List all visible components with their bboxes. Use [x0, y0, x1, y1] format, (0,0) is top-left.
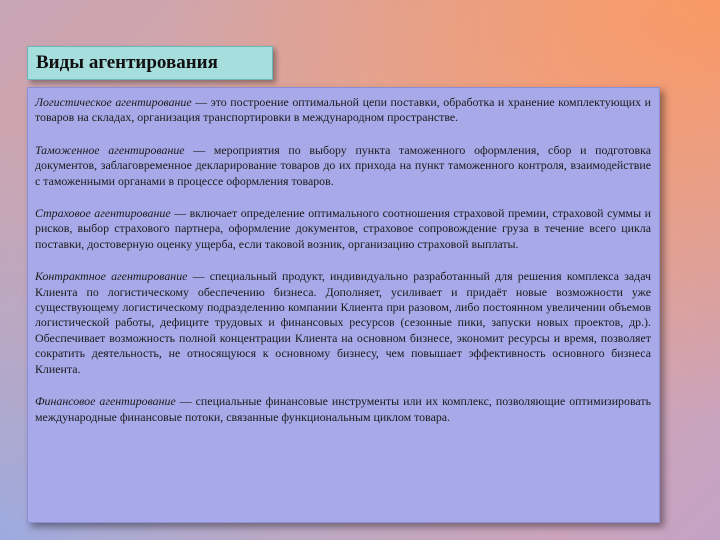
paragraph-insurance	[35, 206, 651, 252]
term-customs: Таможенное агентирование	[35, 142, 185, 157]
text-insurance: — включает определение оптимального соотношения страховой премии, страховой суммы и рисков, выбор страхового партнера, оформление документов, страховое сопровождение груза в течение всего цикла поставки, достоверную оценку ущерба, если таковой возник, организацию страховой выплаты.	[35, 206, 651, 251]
term-contract: Контрактное агентирование	[35, 269, 188, 284]
paragraph-contract	[35, 269, 651, 377]
content-box	[27, 87, 660, 523]
term-insurance: Страховое агентирование	[35, 206, 171, 221]
title-box	[27, 46, 273, 80]
paragraph-financial	[35, 394, 651, 425]
paragraph-logistics	[35, 95, 651, 126]
term-logistics: Логистическое агентирование	[35, 95, 192, 109]
term-financial: Финансовое агентирование	[35, 394, 176, 409]
text-customs: — мероприятия по выбору пункта таможенного оформления, сбор и подготовка документов, заблаговременное декларирование товаров до их прихода на пункт таможенного контроля, взаимодействие с таможенными органами в процессе оформления товаров.	[35, 142, 651, 188]
text-contract: — специальный продукт, индивидуально разработанный для решения комплекса задач Клиента по логистическому обеспечению бизнеса. Дополняет, усиливает и придаёт новые возможности уже существующему логистическому подразделению компании Клиента при разовом, либо постоянном увеличении объемов логистической работы, дефиците трудовых и финансовых ресурсов (сезонные пики, запуски новых проектов, др.). Обеспечивает возможность полной концентрации Клиента на основном бизнесе, экономит ресурсы и время, позволяет сократить деятельность, не относящуюся к основному бизнесу, чем повышает эффективность основного бизнеса Клиента.	[35, 269, 651, 376]
paragraph-customs	[35, 143, 651, 189]
slide-title: Виды агентирования	[36, 52, 218, 73]
text-financial: — специальные финансовые инструменты или их комплекс, позволяющие оптимизировать международные финансовые потоки, связанные функциональным циклом товара.	[35, 394, 651, 424]
text-logistics: — это построение оптимальной цепи поставки, обработка и хранение комплектующих и товаров на складах, организация транспортировки в международном пространстве.	[35, 95, 651, 125]
